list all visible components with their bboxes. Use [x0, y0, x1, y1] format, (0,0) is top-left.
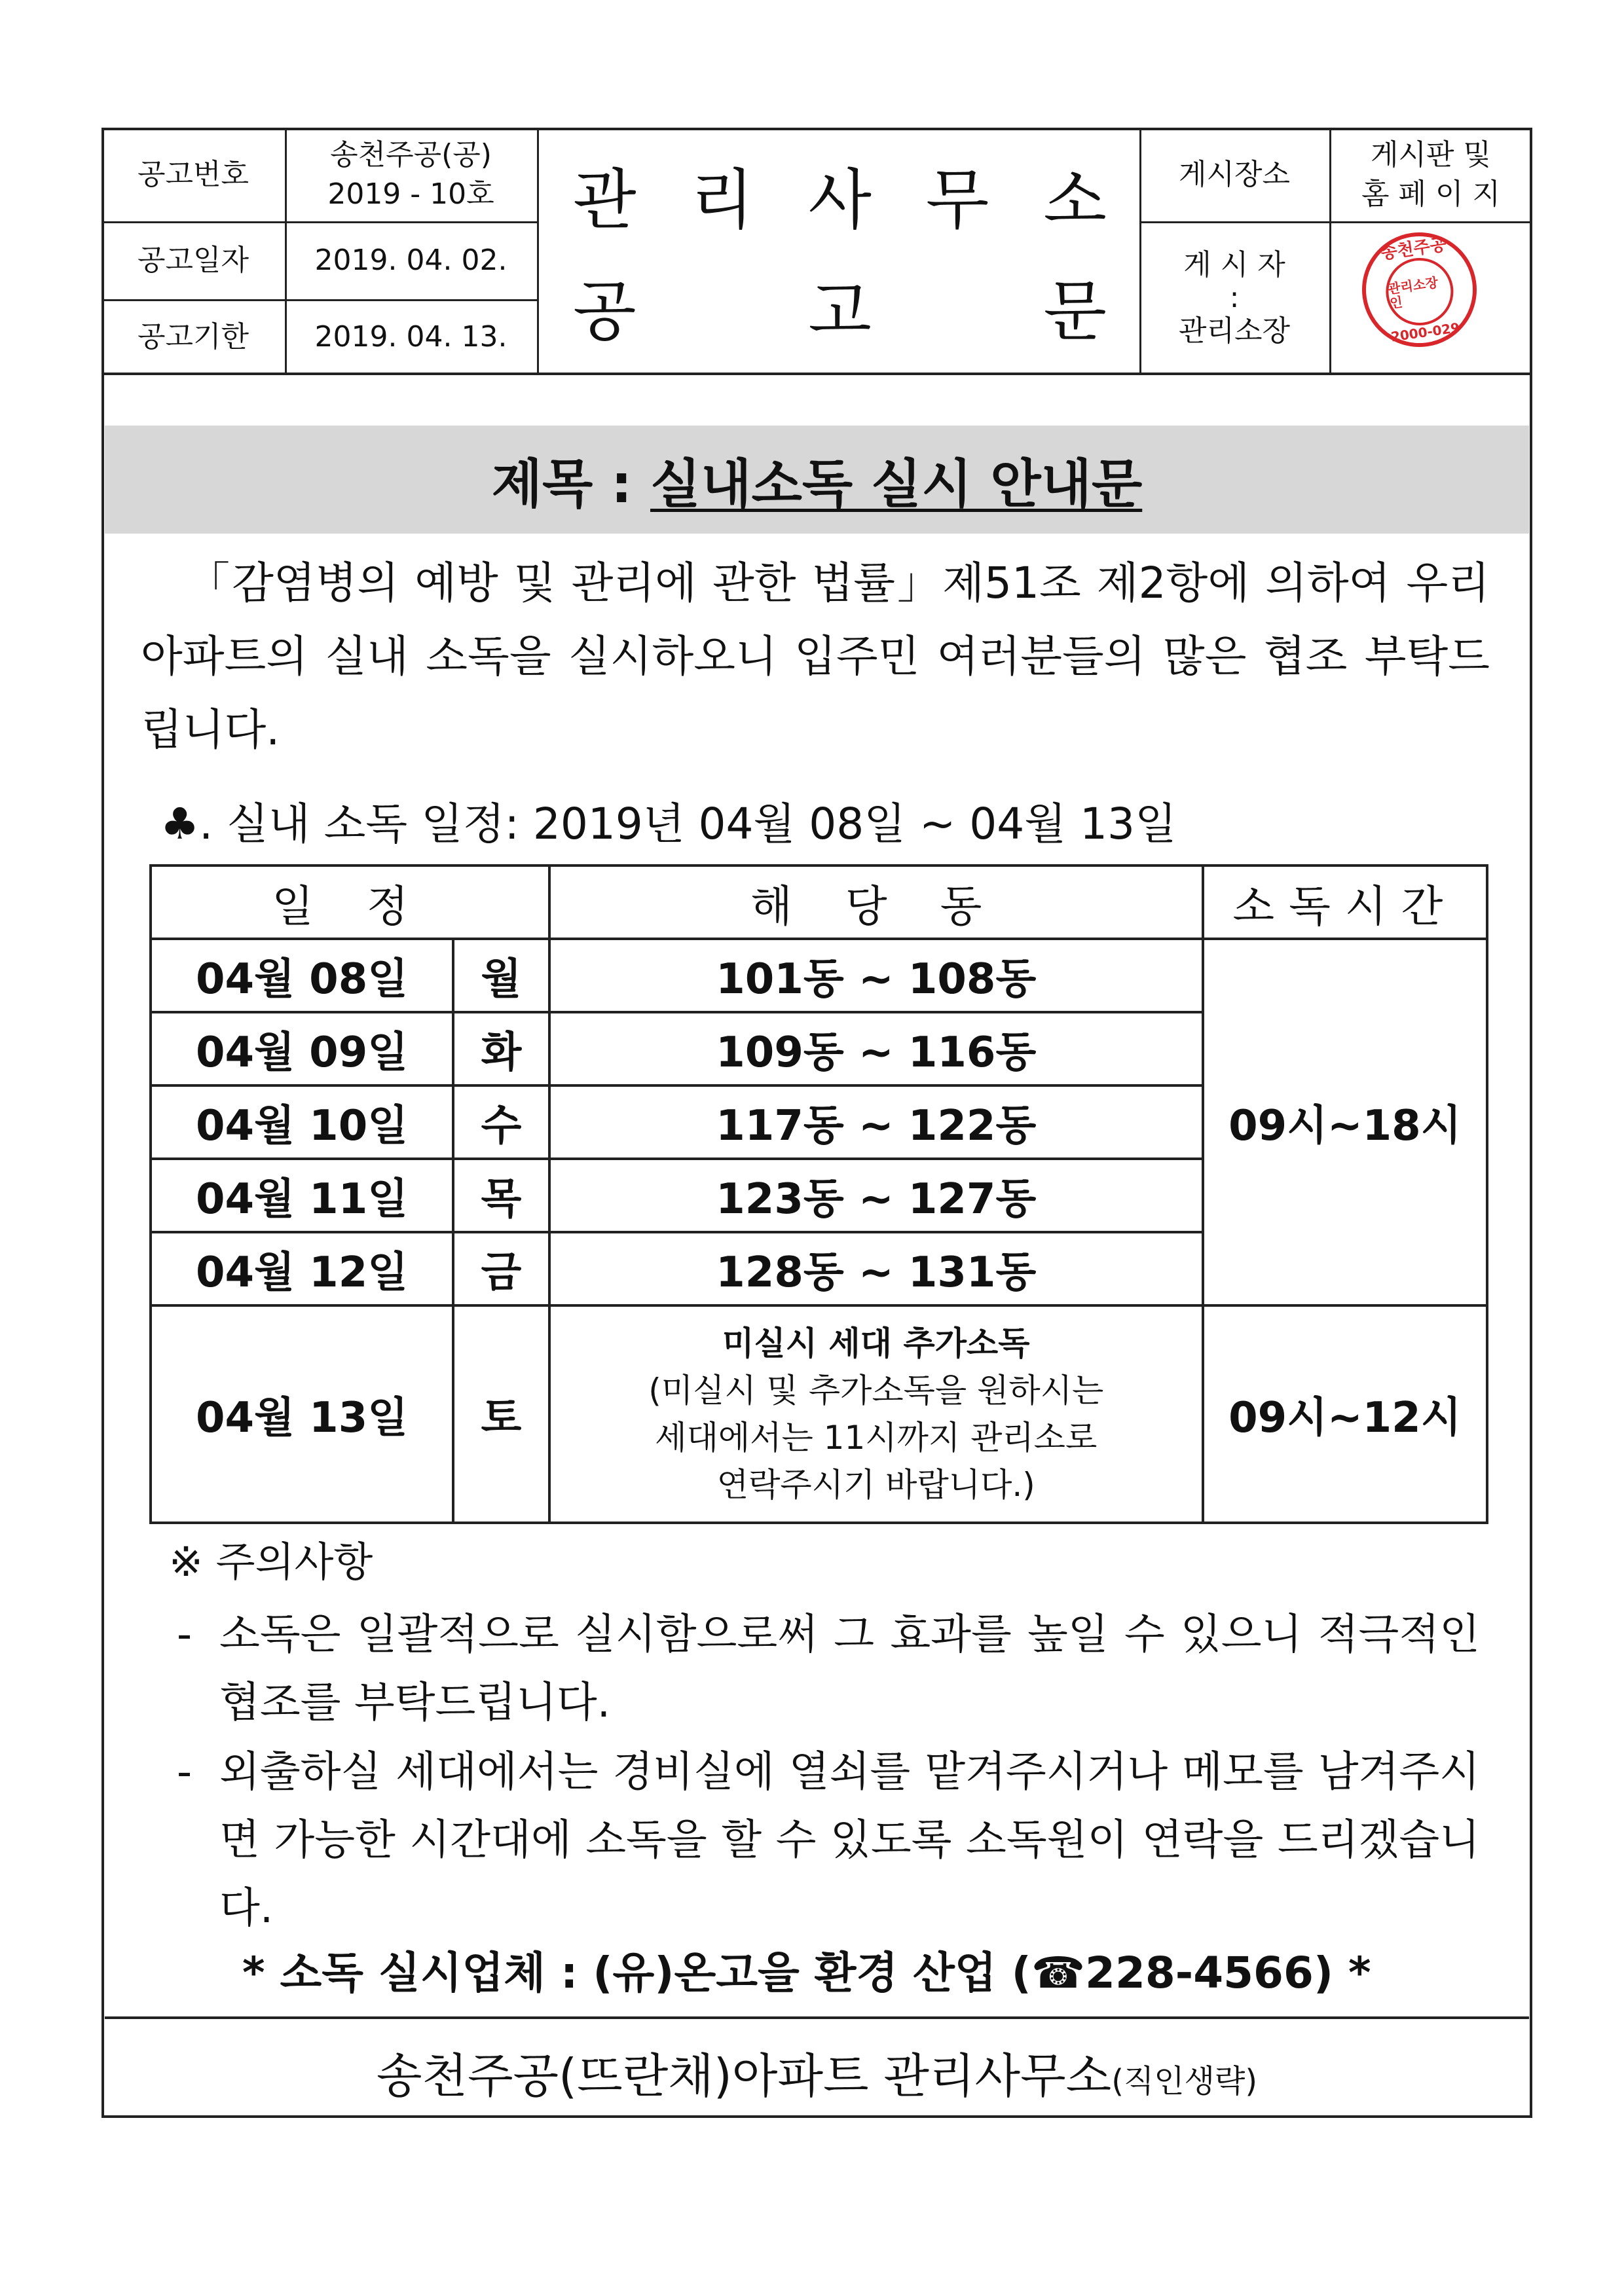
- row-date: 04월 11일: [151, 1159, 453, 1232]
- seal-inner-ring: [1382, 254, 1458, 330]
- header-schedule: 일 정: [151, 866, 549, 939]
- bullet-dash: -: [177, 1611, 193, 1659]
- note-line-1: (미실시 및 추가소독을 원하시는: [648, 1372, 1104, 1410]
- caution-item-2: [177, 1738, 1480, 1942]
- row-day: 월: [453, 939, 549, 1012]
- row-date: 04월 12일: [151, 1232, 453, 1305]
- row-note: [549, 1305, 1203, 1523]
- poster-label-1: 게 시 자: [1183, 247, 1285, 282]
- caution-heading: ※ 주의사항: [169, 1538, 373, 1586]
- big-title-line-1: [573, 147, 1107, 242]
- big-title: [573, 147, 1107, 357]
- header-blocks: 해 당 동: [549, 866, 1203, 939]
- row-day: 목: [453, 1159, 549, 1232]
- time-last: 09시~12시: [1203, 1305, 1487, 1523]
- poster-label-colon: :: [1229, 281, 1240, 315]
- notice-date-label: 공고일자: [137, 243, 249, 277]
- row-blocks: 123동 ~ 127동: [549, 1159, 1203, 1232]
- note-line-2: 세대에서는 11시까지 관리소로: [655, 1419, 1098, 1457]
- table-row: [151, 939, 1487, 1012]
- seal-bottom-text: 2000-029: [1390, 319, 1461, 345]
- intro-paragraph: 「감염병의 예방 및 관리에 관한 법률」제51조 제2항에 의하여 우리아파트의 실내 소독을 실시하오니 입주민 여러분들의 많은 협조 부탁드립니다.: [141, 558, 1490, 755]
- post-place-label: 게시장소: [1178, 157, 1290, 191]
- schedule-line: ♣. 실내 소독 일정: 2019년 04월 08일 ~ 04월 13일: [160, 799, 1177, 849]
- title-prefix: 제목 :: [491, 454, 651, 515]
- row-day: 토: [453, 1305, 549, 1523]
- notice-no-value: [285, 128, 537, 221]
- big-title-line-2: [573, 259, 1107, 353]
- row-blocks: 128동 ~ 131동: [549, 1232, 1203, 1305]
- notice-period-value: 2019. 04. 13.: [314, 320, 507, 354]
- big-title-char: 사: [808, 162, 872, 238]
- caution-item-1: [177, 1601, 1480, 1737]
- row-day: 수: [453, 1085, 549, 1159]
- row-date: 04월 09일: [151, 1012, 453, 1085]
- row-blocks: 101동 ~ 108동: [549, 939, 1203, 1012]
- big-title-char: 공: [573, 273, 637, 350]
- poster-label: [1139, 221, 1329, 375]
- post-place-value: [1329, 128, 1532, 221]
- row-day: 금: [453, 1232, 549, 1305]
- notice-no-value-2: 2019 - 10호: [327, 177, 494, 211]
- row-date: 04월 08일: [151, 939, 453, 1012]
- row-blocks: 117동 ~ 122동: [549, 1085, 1203, 1159]
- post-place-value-1: 게시판 및: [1370, 138, 1491, 172]
- seal-top-text: 송천주공: [1379, 234, 1448, 264]
- big-title-char: 소: [1043, 162, 1107, 238]
- big-title-char: 관: [573, 162, 637, 238]
- big-title-char: 문: [1043, 273, 1107, 350]
- big-title-char: 고: [808, 273, 872, 350]
- poster-label-2: 관리소장: [1178, 314, 1290, 348]
- big-title-char: 무: [925, 162, 989, 238]
- footer-divider: [105, 2016, 1529, 2019]
- notice-date-value: 2019. 04. 02.: [314, 243, 507, 277]
- row-date: 04월 13일: [151, 1305, 453, 1523]
- schedule-table: [149, 864, 1488, 1524]
- big-title-char: 리: [690, 162, 754, 238]
- row-blocks: 109동 ~ 116동: [549, 1012, 1203, 1085]
- note-line-3: 연락주시기 바랍니다.): [716, 1466, 1035, 1504]
- post-place-value-2: 홈 페 이 지: [1361, 177, 1500, 211]
- notice-no-label: 공고번호: [137, 157, 249, 191]
- table-header-row: [151, 866, 1487, 939]
- row-day: 화: [453, 1012, 549, 1085]
- notice-header: [101, 128, 1532, 375]
- title-text: 실내소독 실시 안내문: [650, 454, 1143, 515]
- bullet-dash: -: [177, 1748, 193, 1796]
- footer: [105, 2026, 1529, 2118]
- footer-main: 송천주공(뜨란채)아파트 관리사무소: [376, 2049, 1112, 2104]
- table-row-last: [151, 1305, 1487, 1523]
- notice-no-value-1: 송천주공(공): [330, 138, 492, 172]
- footer-small: (직인생략): [1111, 2062, 1258, 2100]
- note-title: 미실시 세대 추가소독: [722, 1324, 1030, 1362]
- header-time: 소독시간: [1203, 866, 1487, 939]
- time-main: 09시~18시: [1203, 939, 1487, 1305]
- company-line: * 소독 실시업체 : (유)온고을 환경 산업 (☎228-4566) *: [242, 1948, 1371, 1998]
- row-date: 04월 10일: [151, 1085, 453, 1159]
- seal-center-text: 관리소장인: [1386, 274, 1439, 312]
- notice-period-label: 공고기한: [137, 320, 249, 354]
- caution-item-2-text: 외출하실 세대에서는 경비실에 열쇠를 맡겨주시거나 메모를 남겨주시면 가능한 시간대에 소독을 할 수 있도록 소독원이 연락을 드리겠습니다.: [219, 1748, 1480, 1933]
- caution-item-1-text: 소독은 일괄적으로 실시함으로써 그 효과를 높일 수 있으니 적극적인 협조를 부탁드립니다.: [219, 1611, 1480, 1727]
- notice-title-bar: [105, 426, 1529, 534]
